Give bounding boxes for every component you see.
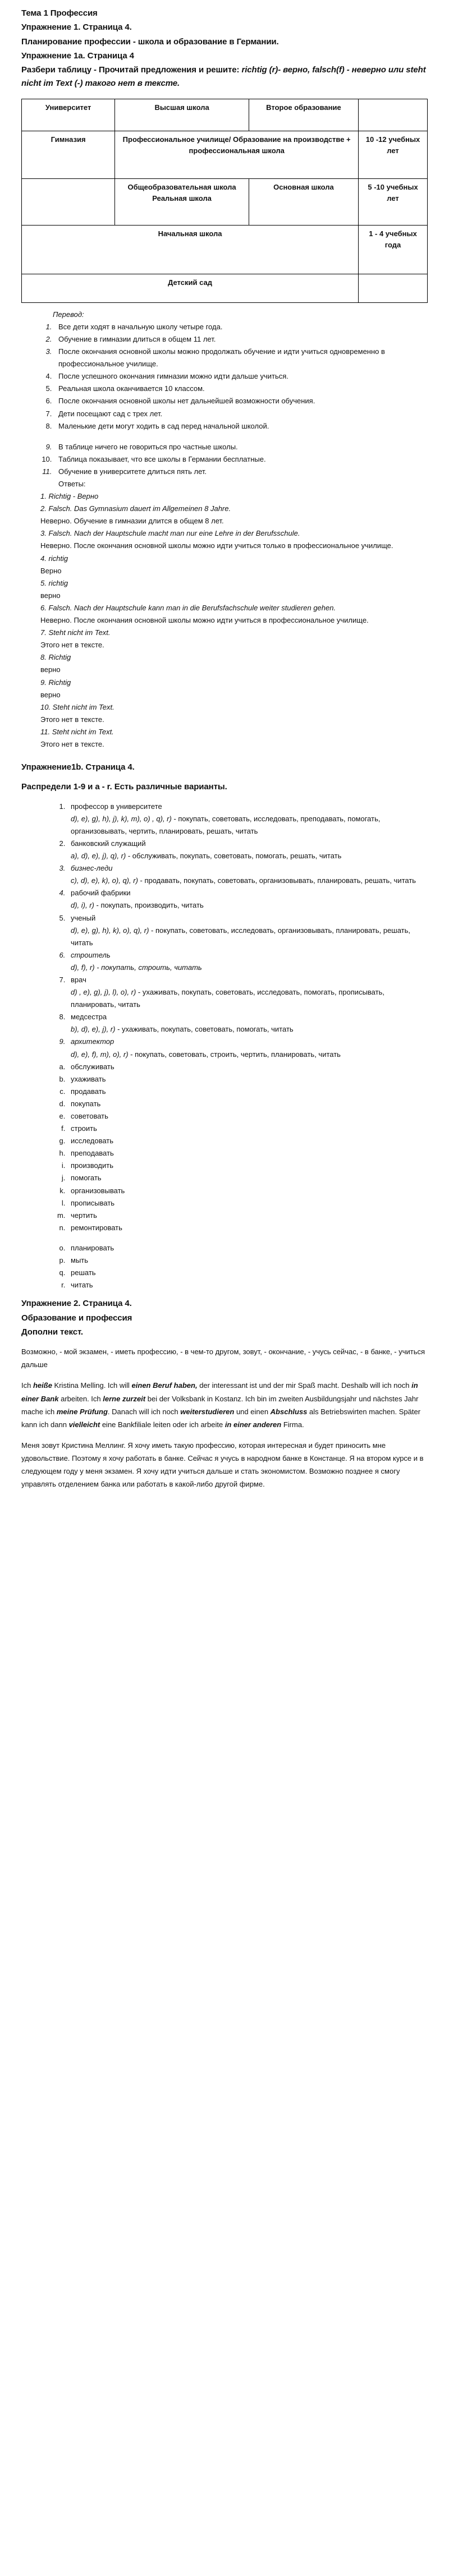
ger-b5: meine Prüfung [56, 1407, 108, 1416]
list-item [67, 862, 428, 887]
job-verbs: - покупать, строить, читать [94, 963, 202, 972]
table-row [22, 131, 428, 178]
cell-blank-left-1 [22, 178, 115, 225]
job-name: архитектор [71, 1037, 114, 1046]
job-letters: c), d), e), k), o), q), r) [71, 876, 138, 885]
answer-line: Неверно. После окончания основной школы можно идти учиться только в профессиональное училище. [40, 541, 393, 550]
translation-item-6: После окончания основной школы нет дальнейшей возможности обучения. [58, 397, 315, 406]
answer-line: 4. richtig [40, 554, 68, 563]
translation-item-10: Таблица показывает, что все школы в Германии бесплатные. [58, 454, 266, 463]
job-detail [71, 962, 428, 974]
job-letters: d), e), g), h), k), o), q), r) [71, 926, 152, 935]
list-item: d. покупать [67, 1098, 428, 1110]
task-bold-part: Разбери таблицу - Прочитай предложения и решите: [21, 65, 240, 75]
list-item: a. обслуживать [67, 1061, 428, 1073]
list-item [67, 838, 428, 862]
job-verbs: - покупать, советовать, исследовать, организовывать, планировать, решать, читать [71, 926, 411, 947]
job-verbs: - ухаживать, покупать, советовать, помогать, читать [115, 1025, 294, 1034]
job-name: строитель [71, 950, 111, 959]
list-item [54, 420, 428, 433]
ger-b7: Abschluss [270, 1407, 308, 1416]
list-item: p. мыть [67, 1254, 428, 1267]
answers-label: Ответы: [58, 480, 86, 488]
exercise-1a-task [21, 63, 428, 91]
job-name: банковский служащий [71, 839, 146, 848]
answer-line: 6. Falsch. Nach der Hauptschule kann man in die Berufsfachschule weiter studieren gehen. [40, 603, 336, 612]
cell-years-empty-2 [359, 274, 428, 302]
translation-item-8: Маленькие дети могут ходить в сад перед начальной школой. [58, 421, 269, 430]
list-item: r. читать [67, 1279, 428, 1291]
list-item [54, 466, 428, 478]
answer-line: 11. Steht nicht im Text. [40, 727, 114, 736]
ger-t7: als Betriebswirten machen. Später kann ich dann [21, 1407, 421, 1429]
job-detail [71, 875, 428, 887]
job-name: врач [71, 975, 86, 984]
cell-primary-school: Начальная школа [22, 225, 359, 274]
cell-vocational: Профессиональное училище/ Образование на производстве + профессиональная школа [115, 131, 359, 178]
exercise-1b-heading: Упражнение1b. Страница 4. [21, 762, 135, 772]
list-item [54, 346, 428, 370]
ex2-hint-line: Возможно, - мой экзамен, - иметь профессию, - в чем-то другом, зовут, - окончание, - учусь сейчас, - в банке, - учиться дальше [21, 1347, 425, 1369]
translation-item-4: После успешного окончания гимназии можно идти дальше учиться. [58, 372, 288, 381]
list-item [67, 949, 428, 974]
exercise-1-heading: Упражнение 1. Страница 4. [21, 22, 132, 33]
verb-option-list [53, 1061, 428, 1292]
ger-b4: lerne zurzeit [103, 1394, 146, 1403]
job-detail [71, 986, 428, 1011]
job-name: бизнес-леди [71, 864, 113, 873]
answer-line: Неверно. Обучение в гимназии длится в общем 8 лет. [40, 517, 224, 526]
list-item: f. строить [67, 1123, 428, 1135]
list-item [54, 453, 428, 466]
ger-t1: Kristina Melling. Ich will [52, 1381, 132, 1390]
job-letters: a), d), e), j), q), r) [71, 852, 126, 861]
list-item [54, 441, 428, 453]
ger-t0: Ich [21, 1381, 33, 1390]
education-schema-table [21, 99, 428, 303]
ger-t3: arbeiten. Ich [58, 1394, 103, 1403]
answer-line: Этого нет в тексте. [40, 715, 104, 724]
list-item: i. производить [67, 1160, 428, 1172]
ger-b9: in einer anderen [224, 1420, 282, 1429]
job-detail [71, 850, 428, 862]
job-verbs: - ухаживать, покупать, советовать, исследовать, помогать, прописывать, планировать, читать [71, 988, 384, 1009]
answer-line: Этого нет в тексте. [40, 739, 104, 748]
exercise-2-heading: Упражнение 2. Страница 4. [21, 1299, 132, 1309]
exercise-1-subtitle: Планирование профессии - школа и образование в Германии. [21, 36, 279, 47]
list-item [54, 321, 428, 333]
cell-years-1-4: 1 - 4 учебных года [359, 225, 428, 274]
ger-t5: . Danach will ich noch [107, 1407, 181, 1416]
job-verbs: - покупать, советовать, строить, чертить, планировать, читать [128, 1050, 341, 1059]
answer-line: Неверно. После окончания основной школы можно идти учиться в профессиональное училище. [40, 616, 369, 625]
list-item: m. чертить [67, 1209, 428, 1222]
list-item: e. советовать [67, 1110, 428, 1123]
answer-line: верно [40, 665, 61, 674]
cell-main-school: Основная школа [249, 178, 358, 225]
cell-second-education: Второе образование [249, 99, 358, 131]
answer-line: Этого нет в тексте. [40, 641, 104, 650]
cell-university: Университет [22, 99, 115, 131]
table-row [22, 99, 428, 131]
list-item: n. ремонтировать [67, 1222, 428, 1234]
table-row [22, 225, 428, 274]
translation-label: Перевод: [53, 310, 84, 319]
answer-line: 2. Falsch. Das Gymnasium dauert im Allgemeinen 8 Jahre. [40, 504, 231, 513]
answer-line: верно [40, 690, 61, 699]
list-item [67, 912, 428, 949]
list-item: o. планировать [67, 1242, 428, 1254]
table-row [22, 178, 428, 225]
job-name: профессор в университете [71, 802, 162, 811]
job-detail [71, 899, 428, 912]
translation-item-9: В таблице ничего не говориться про частные школы. [58, 442, 238, 451]
job-detail [71, 813, 428, 838]
list-item [67, 1036, 428, 1060]
job-list [53, 801, 428, 1061]
list-item [54, 333, 428, 346]
list-item: g. исследовать [67, 1135, 428, 1147]
translation-item-1: Все дети ходят в начальную школу четыре года. [58, 322, 223, 331]
job-verbs: - продавать, покупать, советовать, организовывать, планировать, решать, читать [138, 876, 416, 885]
answer-line: 10. Steht nicht im Text. [40, 702, 114, 711]
list-item [67, 887, 428, 912]
translation-item-3: После окончания основной школы можно продолжать обучение и идти учиться одновременно в профессиональное училище. [58, 347, 385, 369]
list-item [67, 974, 428, 1011]
ger-b2: einen Beruf haben, [131, 1381, 198, 1390]
ger-t8: eine Bankfiliale leiten oder ich arbeite [100, 1420, 225, 1429]
exercise-1b-subtitle: Распредели 1-9 и a - r. Есть различные варианты. [21, 782, 227, 792]
ger-b8: vielleicht [68, 1420, 100, 1429]
list-item [54, 370, 428, 383]
list-item [67, 801, 428, 838]
ger-t2: der interessant ist und der mir Spaß macht. Deshalb will ich noch [197, 1381, 412, 1390]
cell-comprehensive-real: Общеобразовательная школа Реальная школа [115, 178, 249, 225]
answer-line: Верно [40, 566, 62, 575]
list-item: l. прописывать [67, 1197, 428, 1209]
ger-b1: heiße [33, 1381, 52, 1390]
job-name: рабочий фабрики [71, 889, 131, 898]
table-row [22, 274, 428, 302]
job-detail [71, 1023, 428, 1036]
answer-line: 3. Falsch. Nach der Hauptschule macht man nur eine Lehre in der Berufsschule. [40, 529, 300, 538]
cell-gymnasium: Гимназия [22, 131, 115, 178]
job-detail [71, 1048, 428, 1061]
job-letters: d), f), r) [71, 963, 95, 972]
job-name: ученый [71, 913, 96, 922]
job-letters: d), e), g), h), j), k), m), o) , q), r) [71, 814, 172, 823]
cell-years-empty-1 [359, 99, 428, 131]
ger-t4: bei der Volksbank in Kostanz. Ich bin im zweiten Ausbildungsjahr und nächstes Jahr mache ich [21, 1394, 419, 1416]
answer-line: 1. Richtig - Верно [40, 492, 99, 501]
job-name: медсестра [71, 1013, 107, 1022]
cell-years-5-10: 5 -10 учебных лет [359, 178, 428, 225]
page-title: Тема 1 Профессия [21, 8, 98, 18]
list-item: q. решать [67, 1267, 428, 1279]
answer-line: 7. Steht nicht im Text. [40, 628, 111, 637]
russian-paragraph: Меня зовут Кристина Меллинг. Я хочу иметь такую профессию, которая интересная и будет приносить мне удовольствие. Поэтому я хочу работать в банке. Сейчас я учусь в народном банке в Констанце. Я на втором курсе и в следующем году у меня экзамен. Я хочу идти учиться дальше и стать экономистом. Возможно позднее я смогу управлять отделением банка или работать в какой-либо другой фирме. [21, 1441, 424, 1489]
translation-item-7: Дети посещают сад с трех лет. [58, 409, 163, 418]
job-letters: d), e), f), m), o), r) [71, 1050, 129, 1059]
answer-line: верно [40, 591, 61, 600]
job-verbs: - покупать, советовать, исследовать, преподавать, помогать, организовывать, чертить, планировать, решать, читать [71, 814, 381, 835]
list-item: j. помогать [67, 1172, 428, 1184]
list-item [67, 1011, 428, 1036]
job-letters: d) , e), g), j), l), o), r) [71, 988, 136, 997]
german-paragraph [21, 1379, 428, 1431]
translation-item-11: Обучение в университете длиться пять лет. [58, 467, 207, 476]
ger-t9: Firma. [281, 1420, 304, 1429]
task-italic-part: richtig (r)- верно, falsch(f) - неверно или steht nicht im Text (-) такого нет в тексте. [21, 65, 426, 89]
list-item [54, 395, 428, 407]
answer-line: 9. Richtig [40, 678, 71, 687]
ger-b3: in einer Bank [21, 1381, 418, 1403]
translation-list [40, 321, 428, 478]
job-detail [71, 924, 428, 949]
list-item [54, 383, 428, 395]
answer-line: 8. Richtig [40, 653, 71, 662]
cell-higher-school: Высшая школа [115, 99, 249, 131]
exercise-2-task: Дополни текст. [21, 1327, 83, 1337]
list-item [54, 408, 428, 420]
translation-item-5: Реальная школа оканчивается 10 классом. [58, 384, 205, 393]
ger-t6: und einen [234, 1407, 271, 1416]
cell-kindergarten: Детский сад [22, 274, 359, 302]
answer-line: 5. richtig [40, 578, 68, 587]
job-verbs: - покупать, производить, читать [94, 901, 204, 910]
list-item: b. ухаживать [67, 1073, 428, 1085]
list-item: k. организовывать [67, 1185, 428, 1197]
ger-b6: weiterstudieren [180, 1407, 235, 1416]
translation-item-2: Обучение в гимназии длиться в общем 11 лет. [58, 334, 216, 343]
job-verbs: - обслуживать, покупать, советовать, помогать, решать, читать [126, 852, 342, 861]
list-item: h. преподавать [67, 1147, 428, 1160]
job-letters: b), d), e), j), r) [71, 1025, 116, 1034]
cell-years-10-12: 10 -12 учебных лет [359, 131, 428, 178]
list-item: c. продавать [67, 1085, 428, 1098]
exercise-2-subtitle: Образование и профессия [21, 1313, 132, 1323]
exercise-1a-heading: Упражнение 1a. Страница 4 [21, 50, 134, 61]
job-letters: d), i), r) [71, 901, 94, 910]
